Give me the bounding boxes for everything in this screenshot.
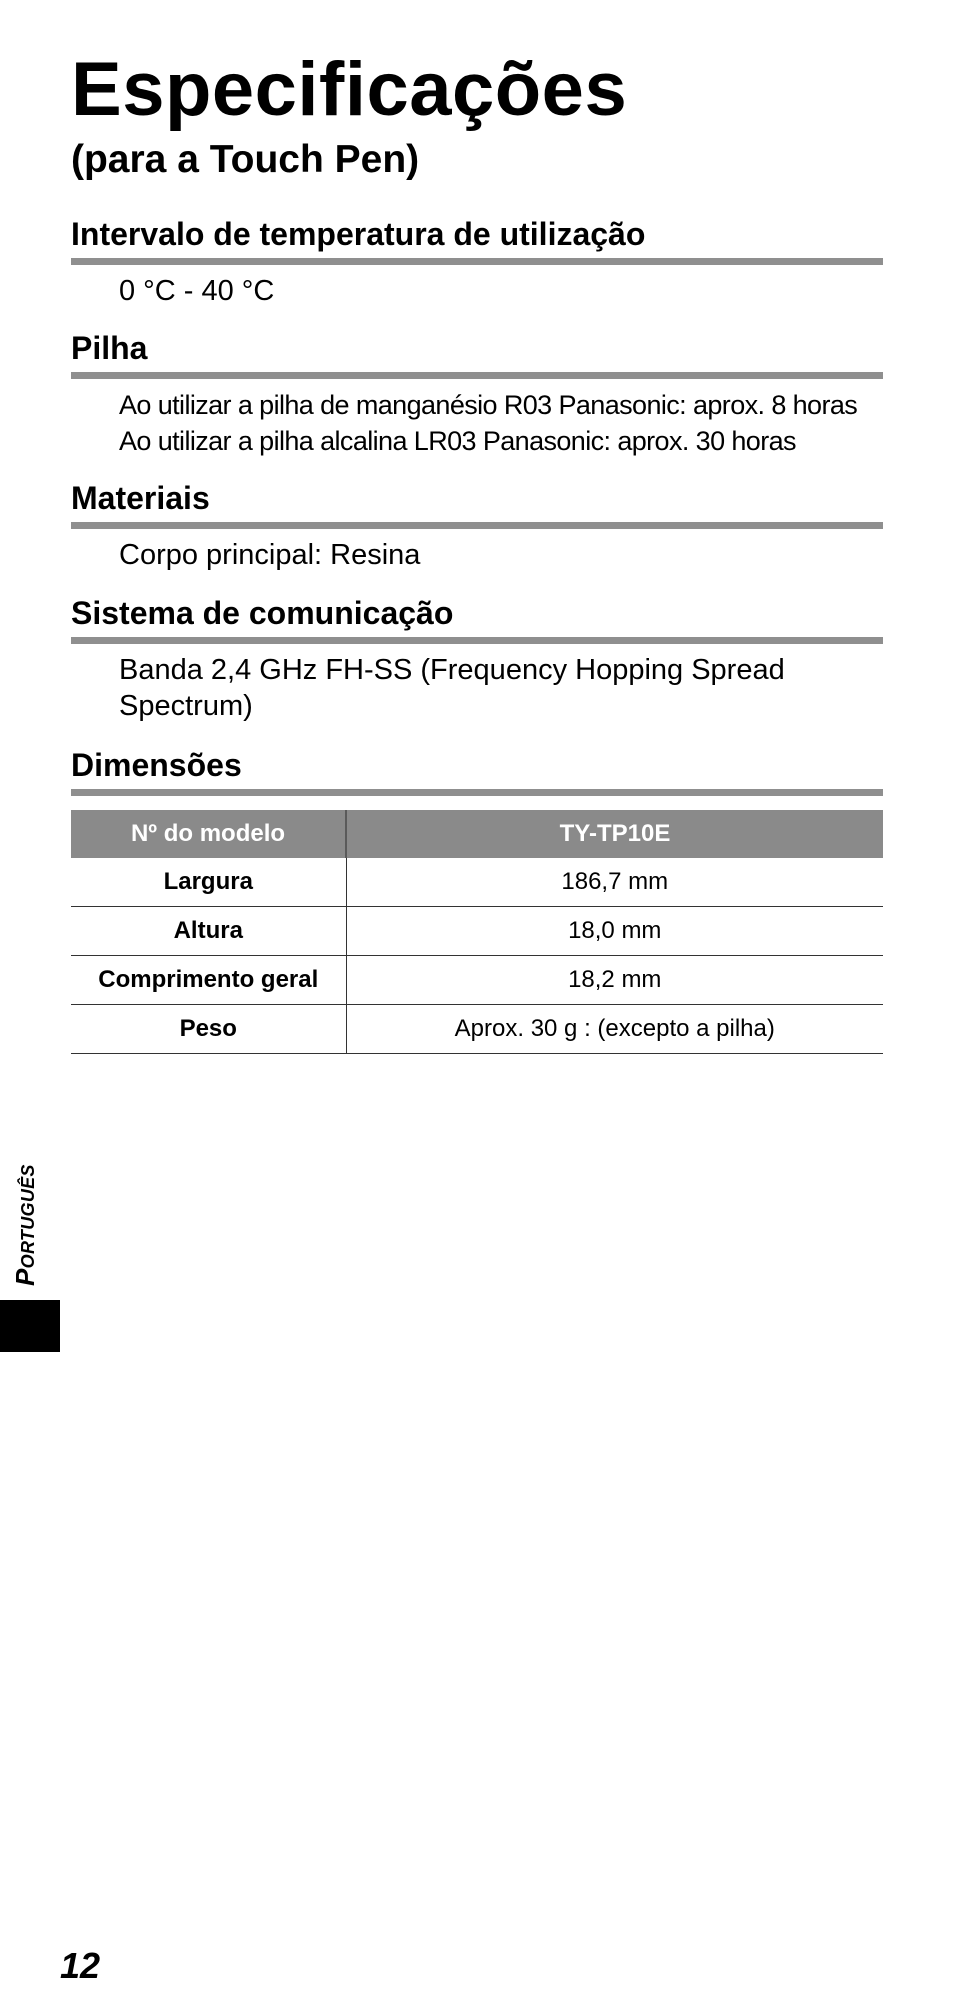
table-row	[71, 956, 883, 1005]
section-heading-battery: Pilha	[71, 332, 883, 379]
page-title: Especificações	[71, 47, 628, 132]
table-header-model-value: TY-TP10E	[346, 810, 883, 858]
section-communication	[71, 597, 883, 724]
table-row	[71, 1005, 883, 1054]
language-side-label	[10, 1164, 160, 1286]
table-row	[71, 907, 883, 956]
table-header-model-label: Nº do modelo	[71, 810, 346, 858]
language-label-initial: P	[10, 1268, 40, 1286]
table-cell-label: Altura	[71, 907, 346, 956]
page-number: 12	[60, 1945, 101, 1986]
section-heading-temperature: Intervalo de temperatura de utilização	[71, 218, 883, 265]
language-label-rest: ORTUGUÊS	[18, 1164, 38, 1269]
communication-text-line-1: Banda 2,4 GHz FH-SS (Frequency Hopping Spread	[119, 654, 785, 686]
battery-alkaline-text: Ao utilizar a pilha alcalina LR03 Panasonic: aprox. 30 horas	[119, 426, 796, 456]
section-body-materials	[71, 529, 883, 573]
table-cell-value: Aprox. 30 g : (excepto a pilha)	[346, 1005, 883, 1054]
section-heading-materials: Materiais	[71, 482, 883, 529]
table-cell-label: Largura	[71, 858, 346, 907]
page-subtitle: (para a Touch Pen)	[71, 138, 420, 181]
section-dimensions	[71, 749, 883, 796]
section-materials	[71, 482, 883, 573]
table-cell-value: 186,7 mm	[346, 858, 883, 907]
language-tab-marker	[0, 1300, 60, 1352]
dimensions-table	[71, 810, 883, 1054]
materials-text: Corpo principal: Resina	[119, 539, 421, 571]
section-body-battery	[71, 379, 883, 459]
section-heading-dimensions: Dimensões	[71, 749, 883, 796]
communication-text-line-2: Spectrum)	[119, 690, 253, 722]
table-cell-value: 18,0 mm	[346, 907, 883, 956]
table-header-row	[71, 810, 883, 858]
temperature-range-text: 0 °C - 40 °C	[119, 275, 275, 307]
battery-manganese-text: Ao utilizar a pilha de manganésio R03 Panasonic: aprox. 8 horas	[119, 390, 858, 420]
table-row	[71, 858, 883, 907]
table-cell-label: Comprimento geral	[71, 956, 346, 1005]
section-temperature	[71, 218, 883, 309]
section-heading-communication: Sistema de comunicação	[71, 597, 883, 644]
table-cell-label: Peso	[71, 1005, 346, 1054]
section-body-temperature	[71, 265, 883, 309]
section-battery	[71, 332, 883, 459]
table-cell-value: 18,2 mm	[346, 956, 883, 1005]
section-body-communication	[71, 644, 883, 724]
